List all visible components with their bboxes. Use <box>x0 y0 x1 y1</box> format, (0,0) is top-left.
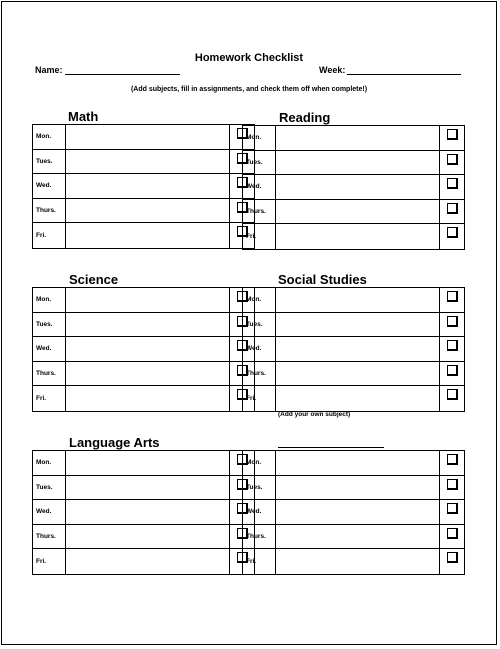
assignment-grid <box>32 124 255 249</box>
table-row <box>33 500 254 525</box>
checkbox-icon[interactable] <box>447 528 458 539</box>
day-label: Wed. <box>243 337 276 361</box>
assignment-cell[interactable] <box>66 386 230 411</box>
table-row <box>243 151 464 176</box>
table-row <box>243 451 464 476</box>
day-label: Mon. <box>33 451 66 475</box>
checkbox-icon[interactable] <box>447 227 458 238</box>
assignment-cell[interactable] <box>276 126 440 150</box>
assignment-cell[interactable] <box>66 150 230 174</box>
day-label: Wed. <box>33 500 66 524</box>
checkbox-icon[interactable] <box>447 154 458 165</box>
table-row <box>33 386 254 411</box>
day-label: Tues. <box>33 150 66 174</box>
table-row <box>243 362 464 387</box>
checkbox-icon[interactable] <box>447 203 458 214</box>
assignment-cell[interactable] <box>66 476 230 500</box>
subject-title: Reading <box>279 110 331 125</box>
week-line[interactable] <box>347 65 461 75</box>
subject-title: Science <box>69 272 119 287</box>
day-label: Wed. <box>33 174 66 198</box>
assignment-cell[interactable] <box>66 223 230 248</box>
table-row <box>243 175 464 200</box>
day-label: Mon. <box>243 126 276 150</box>
assignment-cell[interactable] <box>276 200 440 224</box>
checkbox-icon[interactable] <box>447 178 458 189</box>
table-row <box>243 386 464 411</box>
assignment-cell[interactable] <box>276 313 440 337</box>
assignment-cell[interactable] <box>66 362 230 386</box>
assignment-cell[interactable] <box>66 313 230 337</box>
page-title: Homework Checklist <box>194 52 304 64</box>
assignment-cell[interactable] <box>66 199 230 223</box>
week-label: Week: <box>319 65 346 75</box>
day-label: Tues. <box>33 476 66 500</box>
day-label: Mon. <box>243 451 276 475</box>
checkbox-icon[interactable] <box>447 389 458 400</box>
table-row <box>33 288 254 313</box>
day-label: Mon. <box>33 125 66 149</box>
day-label: Thurs. <box>33 199 66 223</box>
assignment-cell[interactable] <box>66 549 230 574</box>
day-label: Thurs. <box>243 362 276 386</box>
subject-title: Language Arts <box>69 435 160 450</box>
table-row <box>33 125 254 150</box>
table-row <box>33 174 254 199</box>
assignment-grid <box>32 450 255 575</box>
assignment-cell[interactable] <box>276 525 440 549</box>
day-label: Thurs. <box>243 200 276 224</box>
assignment-grid <box>32 287 255 412</box>
table-row <box>33 223 254 248</box>
table-row <box>33 476 254 501</box>
name-label: Name: <box>35 65 63 75</box>
name-line[interactable] <box>65 65 180 75</box>
table-row <box>243 200 464 225</box>
assignment-cell[interactable] <box>276 362 440 386</box>
table-row <box>243 500 464 525</box>
table-row <box>243 313 464 338</box>
worksheet-page <box>1 1 497 645</box>
assignment-cell[interactable] <box>276 175 440 199</box>
assignment-grid <box>242 287 465 412</box>
day-label: Tues. <box>243 476 276 500</box>
table-row <box>243 224 464 249</box>
day-label: Tues. <box>243 151 276 175</box>
day-label: Thurs. <box>33 525 66 549</box>
day-label: Thurs. <box>243 525 276 549</box>
checkbox-icon[interactable] <box>447 316 458 327</box>
day-label: Tues. <box>243 313 276 337</box>
day-label: Fri. <box>243 386 276 411</box>
assignment-cell[interactable] <box>276 451 440 475</box>
day-label: Wed. <box>243 175 276 199</box>
checkbox-icon[interactable] <box>447 479 458 490</box>
assignment-cell[interactable] <box>276 337 440 361</box>
assignment-cell[interactable] <box>276 549 440 574</box>
assignment-grid <box>242 125 465 250</box>
week-field[interactable] <box>319 65 461 75</box>
day-label: Fri. <box>33 223 66 248</box>
custom-subject-note: (Add your own subject) <box>278 411 351 418</box>
checkbox-icon[interactable] <box>447 552 458 563</box>
table-row <box>243 126 464 151</box>
table-row <box>243 525 464 550</box>
table-row <box>33 337 254 362</box>
assignment-cell[interactable] <box>276 151 440 175</box>
assignment-cell[interactable] <box>66 288 230 312</box>
day-label: Fri. <box>243 549 276 574</box>
assignment-cell[interactable] <box>66 337 230 361</box>
assignment-cell[interactable] <box>276 476 440 500</box>
assignment-cell[interactable] <box>276 224 440 249</box>
day-label: Fri. <box>33 549 66 574</box>
table-row <box>243 288 464 313</box>
table-row <box>33 549 254 574</box>
table-row <box>243 476 464 501</box>
assignment-cell[interactable] <box>66 451 230 475</box>
checkbox-icon[interactable] <box>447 291 458 302</box>
assignment-cell[interactable] <box>276 288 440 312</box>
table-row <box>33 199 254 224</box>
assignment-cell[interactable] <box>66 500 230 524</box>
table-row <box>33 525 254 550</box>
table-row <box>243 337 464 362</box>
day-label: Tues. <box>33 313 66 337</box>
subject-title: Math <box>68 109 99 124</box>
day-label: Wed. <box>243 500 276 524</box>
day-label: Wed. <box>33 337 66 361</box>
table-row <box>33 150 254 175</box>
table-row <box>33 451 254 476</box>
day-label: Thurs. <box>33 362 66 386</box>
day-label: Fri. <box>243 224 276 249</box>
assignment-cell[interactable] <box>66 125 230 149</box>
instructions-text: (Add subjects, fill in assignments, and check them off when complete!) <box>130 86 368 93</box>
table-row <box>33 313 254 338</box>
assignment-cell[interactable] <box>66 525 230 549</box>
assignment-cell[interactable] <box>276 500 440 524</box>
checkbox-icon[interactable] <box>447 454 458 465</box>
checkbox-icon[interactable] <box>447 340 458 351</box>
day-label: Mon. <box>33 288 66 312</box>
checkbox-icon[interactable] <box>447 365 458 376</box>
table-row <box>243 549 464 574</box>
checkbox-icon[interactable] <box>447 503 458 514</box>
table-row <box>33 362 254 387</box>
name-field[interactable] <box>35 65 180 75</box>
assignment-cell[interactable] <box>66 174 230 198</box>
subject-title: Social Studies <box>278 272 367 287</box>
day-label: Fri. <box>33 386 66 411</box>
assignment-cell[interactable] <box>276 386 440 411</box>
checkbox-icon[interactable] <box>447 129 458 140</box>
day-label: Mon. <box>243 288 276 312</box>
assignment-grid <box>242 450 465 575</box>
custom-subject-line[interactable] <box>278 447 384 448</box>
